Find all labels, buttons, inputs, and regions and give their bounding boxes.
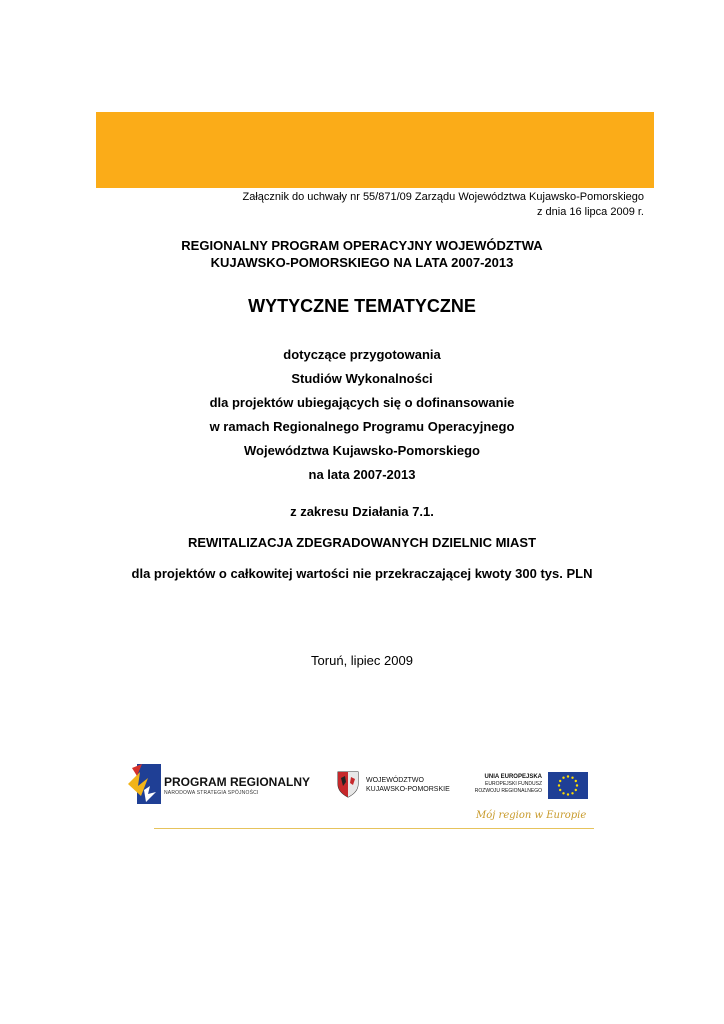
program-title-line-2: KUJAWSKO-POMORSKIEGO NA LATA 2007-2013 — [210, 255, 514, 270]
wojewodztwo-label — [366, 776, 450, 794]
value-limit: dla projektów o całkowitej wartości nie przekraczającej kwoty 300 tys. PLN — [131, 566, 593, 581]
annex-line-2: z dnia 16 lipca 2009 r. — [536, 206, 644, 218]
description-line: Studiów Wykonalności — [291, 371, 433, 386]
action-scope: z zakresu Działania 7.1. — [290, 504, 434, 519]
program-title — [0, 237, 724, 271]
wojewodztwo-line-2: KUJAWSKO-POMORSKIE — [366, 786, 450, 793]
header-banner — [96, 112, 654, 188]
eu-label — [462, 774, 542, 795]
annex-note — [84, 190, 644, 220]
description-block — [0, 343, 724, 487]
description-line: w ramach Regionalnego Programu Operacyjnego — [209, 419, 515, 434]
description-line: dla projektów ubiegających się o dofinansowanie — [209, 395, 515, 410]
wojewodztwo-line-1: WOJEWÓDZTWO — [366, 777, 424, 784]
eu-flag-icon — [548, 772, 588, 799]
place-date: Toruń, lipiec 2009 — [311, 653, 413, 668]
eu-line-2: EUROPEJSKI FUNDUSZ — [485, 781, 542, 787]
eu-line-1: UNIA EUROPEJSKA — [484, 774, 542, 780]
description-line: dotyczące przygotowania — [283, 347, 441, 362]
program-regionalny-label: PROGRAM REGIONALNY — [164, 775, 311, 789]
program-regionalny-logo-icon — [128, 762, 162, 808]
description-line: Województwa Kujawsko-Pomorskiego — [244, 443, 480, 458]
description-line: na lata 2007-2013 — [308, 467, 416, 482]
annex-line-1: Załącznik do uchwały nr 55/871/09 Zarządu Województwa Kujawsko-Pomorskiego — [242, 191, 644, 203]
program-regionalny-sub: NARODOWA STRATEGIA SPÓJNOŚCI — [164, 790, 259, 796]
coat-of-arms-icon — [336, 770, 360, 798]
main-title: WYTYCZNE TEMATYCZNE — [248, 296, 476, 316]
eu-line-3: ROZWOJU REGIONALNEGO — [474, 788, 542, 794]
motto: Mój region w Europie — [476, 810, 587, 821]
program-title-line-1: REGIONALNY PROGRAM OPERACYJNY WOJEWÓDZTWA — [181, 238, 543, 253]
action-name: REWITALIZACJA ZDEGRADOWANYCH DZIELNIC MIAST — [187, 535, 537, 550]
logo-divider-line — [154, 828, 594, 829]
logo-strip — [120, 732, 610, 842]
